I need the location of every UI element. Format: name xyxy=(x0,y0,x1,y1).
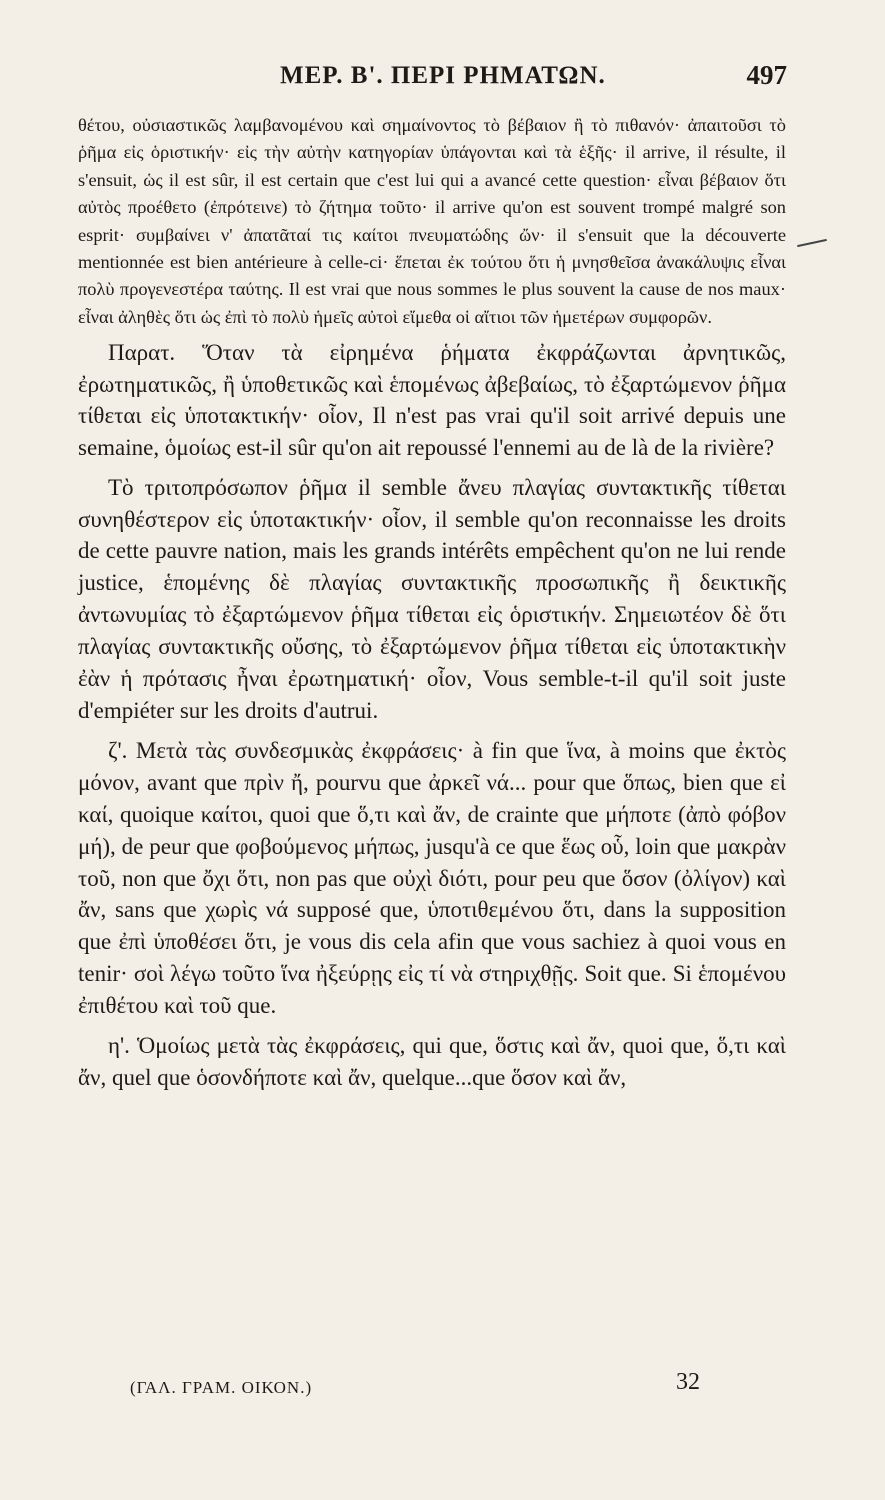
paragraph-item-zeta: ζ'. Μετὰ τὰς συνδεσμικὰς ἐκφράσεις· à fin que ἵνα, à moins que ἐκτὸς μόνον, avant que πρὶν ἤ, pourvu que ἀρκεῖ νά... pour que ὅπως, bien que εἰ καί, quoique καίτοι, quoi que ὅ,τι καὶ ἄν, de crainte que μήποτε (ἀπὸ φόβον μή), de peur que φοβούμενος μήπως, jusqu'à ce que ἕως οὗ, loin que μακρὰν τοῦ, non que ὄχι ὅτι, non pas que οὐχὶ διότι, pour peu que ὅσον (ὀλίγον) καὶ ἄν, sans que χωρὶς νά supposé que, ὑποτιθεμένου ὅτι, dans la supposition que ἐπὶ ὑποθέσει ὅτι, je vous dis cela afin que vous sachiez à quoi vous en tenir· σοὶ λέγω τοῦτο ἵνα ἠξεύρῃς εἰς τί νὰ στηριχθῇς. Soit que. Si ἑπομένου ἐπιθέτου καὶ τοῦ que. xyxy=(78,737,786,1019)
page-number: 497 xyxy=(746,60,787,90)
paragraph-il-semble: Τὸ τριτοπρόσωπον ῥῆμα il semble ἄνευ πλαγίας συντακτικῆς τίθεται συνηθέστερον εἰς ὑποτακτικήν· οἷον, il semble qu'on reconnaisse les droits de cette pauvre nation, mais les grands intérêts empêchent qu'on ne lui rende justice, ἑπομένης δὲ πλαγίας συντακτικῆς προσωπικῆς ἢ δεικτικῆς ἀντωνυμίας τὸ ἐξαρτώμενον ῥῆμα τίθεται εἰς ὁριστικήν. Σημειωτέον δὲ ὅτι πλαγίας συντακτικῆς οὔσης, τὸ ἐξαρτώμενον ῥῆμα τίθεται εἰς ὑποτακτικὴν ἐὰν ἡ πρότασις ἦναι ἐρωτηματική· οἷον, Vous semble-t-il qu'il soit juste d'empiéter sur les droits d'autrui. xyxy=(78,474,786,723)
paragraph-item-eta: η'. Ὁμοίως μετὰ τὰς ἐκφράσεις, qui que, ὅστις καὶ ἄν, quoi que, ὅ,τι καὶ ἄν, quel que ὁσονδήποτε καὶ ἄν, quelque...que ὅσον καὶ ἄν, xyxy=(78,1033,786,1090)
paragraph-remark: Παρατ. Ὅταν τὰ εἰρημένα ῥήματα ἐκφράζωνται ἀρνητικῶς, ἐρωτηματικῶς, ἢ ὑποθετικῶς καὶ ἑπομένως ἀβεβαίως, τὸ ἐξαρτώμενον ῥῆμα τίθεται εἰς ὑποτακτικήν· οἷον, Il n'est pas vrai qu'il soit arrivé depuis une semaine, ὁμοίως est-il sûr qu'on ait repoussé l'ennemi au de là de la rivière? xyxy=(78,340,786,461)
running-header: ΜΕΡ. Β'. ΠΕΡΙ ΡΗΜΑΤΩΝ. xyxy=(280,62,606,89)
sheet-number: 32 xyxy=(676,1369,700,1395)
printer-signature: (ΓΑΛ. ΓΡΑΜ. ΟΙΚΟΝ.) xyxy=(130,1378,313,1397)
body-text xyxy=(78,112,786,1094)
margin-pencil-mark xyxy=(797,239,827,247)
paragraph-1: θέτου, οὐσιαστικῶς λαμβανομένου καὶ σημαίνοντος τὸ βέβαιον ἢ τὸ πιθανόν· ἀπαιτοῦσι τὸ ῥῆμα εἰς ὁριστικήν· εἰς τὴν αὐτὴν κατηγορίαν ὑπάγονται καὶ τὰ ἑξῆς· il arrive, il résulte, il s'ensuit, ὡς il est sûr, il est certain que c'est lui qui a avancé cette question· εἶναι βέβαιον ὅτι αὐτὸς προέθετο (ἐπρότεινε) τὸ ζήτημα τοῦτο· il arrive qu'on est souvent trompé malgré son esprit· συμβαίνει ν' ἀπατᾶταί τις καίτοι πνευματώδης ὤν· il s'ensuit que la découverte mentionnée est bien antérieure à celle-ci· ἕπεται ἐκ τούτου ὅτι ἡ μνησθεῖσα ἀνακάλυψις εἶναι πολὺ προγενεστέρα ταύτης. Il est vrai que nous sommes le plus souvent la cause de nos maux· εἶναι ἀληθὲς ὅτι ὡς ἐπὶ τὸ πολὺ ἡμεῖς αὐτοὶ εἴμεθα οἱ αἴτιοι τῶν ἡμετέρων συμφορῶν. xyxy=(78,115,786,327)
